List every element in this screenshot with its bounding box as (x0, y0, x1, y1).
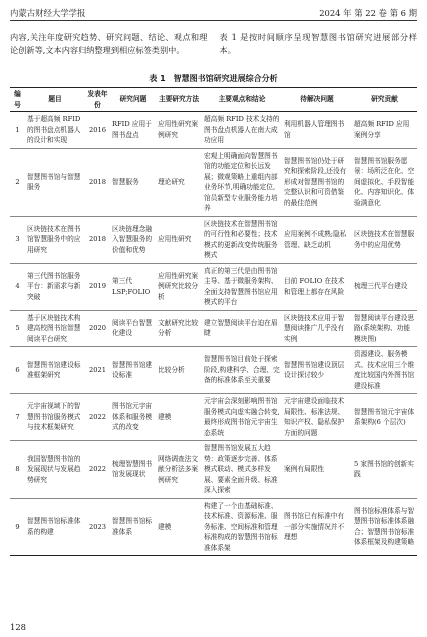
cell-question: 阅读平台智慧化建设 (112, 318, 153, 338)
cell-title: 智慧图书馆建设标准框架研究 (27, 360, 81, 379)
cell-contribution: 智慧图书馆元宇宙体系架构(6 个层次) (354, 407, 415, 426)
cell-method: 网络调查法文献分析法多案例研究 (158, 454, 199, 484)
cell-no: 5 (15, 324, 20, 332)
cell-title: 基于区块链技术构建高校图书馆智慧阅读平台研究 (27, 313, 81, 343)
table-row (10, 498, 417, 556)
cell-year: 2022 (88, 412, 107, 421)
table-row (10, 441, 417, 499)
issue-info: 2024 年 第 22 卷 第 6 期 (319, 8, 417, 18)
table-row (10, 347, 417, 394)
cell-year: 2019 (88, 282, 107, 291)
cell-title: 元宇宙视域下的智慧图书馆服务模式与技术框架研究 (27, 402, 81, 432)
cell-conclusion: 宏观上明确面向智慧图书馆的功能定位和长远发展；微观策略上重组内部业务环节,明确功能定位,馆员新型专业服务能力培养 (204, 151, 278, 212)
cell-method: 建模 (158, 412, 172, 421)
intro-left: 内容,关注年度研究趋势、研究问题、结论、观点和理论创新等,文本内容归纳整理到相应标签类别中。 (10, 32, 208, 55)
cell-open-issue: 智慧图书馆建设顶层设计探讨较少 (284, 360, 345, 379)
header-year: 发表年份 (87, 90, 108, 109)
cell-year: 2020 (88, 324, 107, 332)
cell-title: 基于超高频 RFID 的图书盘点机器人的设计和实现 (27, 115, 81, 144)
table-row (10, 148, 417, 216)
cell-no: 3 (15, 235, 20, 244)
cell-conclusion: 真正的第三代是由图书馆主导、基于微服务架构、全面支持智慧图书馆应用模式的平台 (204, 266, 278, 306)
cell-contribution: 资源建设、服务模式、技术应用三个维度比较国内外图书馆建设标准 (354, 350, 415, 390)
header-no: 编号 (14, 90, 21, 109)
cell-title: 智慧图书馆标准体系的构建 (27, 517, 81, 536)
table-row (10, 216, 417, 263)
header-open-issue: 待解决问题 (300, 95, 334, 104)
research-progress-table (10, 87, 417, 556)
cell-title: 第三代图书馆服务平台：新需求与新突破 (27, 271, 81, 301)
table-body (10, 112, 417, 556)
cell-conclusion: 建立智慧阅读平台迫在眉睫 (204, 318, 278, 338)
cell-contribution: 梳理三代平台建设 (354, 282, 408, 291)
cell-question: 智慧图书馆建设标准 (112, 360, 153, 379)
journal-name: 内蒙古财经大学学报 (10, 8, 86, 18)
cell-conclusion: 智慧图书馆发展五大趋势：政策逐步完善、体系模式联动、模式多样发展、要素全面升级、标准深入探索 (204, 444, 278, 494)
cell-no: 4 (15, 282, 20, 291)
cell-year: 2018 (88, 177, 107, 186)
cell-contribution: 图书馆标准体系与智慧图书馆标准体系融合；智慧图书馆标准体系框架及构建策略 (354, 506, 415, 547)
cell-year: 2018 (88, 235, 107, 244)
cell-conclusion: 区块链技术在智慧图书馆的可行性和必要性；技术模式的更新改变传统服务模式 (204, 219, 278, 259)
cell-no: 7 (15, 412, 20, 421)
cell-year: 2023 (88, 522, 107, 531)
table-row (10, 394, 417, 441)
intro-text (10, 31, 417, 57)
cell-method: 应用性研究 (158, 235, 192, 244)
cell-question: 梳理智慧图书馆发展现状 (112, 459, 153, 479)
table-row (10, 112, 417, 149)
cell-conclusion: 构建了一个由基础标准、技术标准、资源标准、服务标准、空间标准和管理标准构成的智慧图书馆标准体系架 (204, 501, 278, 552)
header-contribution: 研究贡献 (371, 95, 398, 104)
cell-open-issue: 元宇宙建设面临技术局限性、标准法规、知识产权、隐私保护方面的问题 (284, 397, 345, 437)
cell-method: 建模 (158, 522, 172, 531)
cell-open-issue: 应用案例不成熟;隐私管理、缺乏动机 (284, 230, 347, 249)
cell-question: 智慧服务 (112, 177, 139, 186)
cell-no: 2 (15, 177, 20, 186)
cell-open-issue: 目前 FOLIO 在技术和管理上都存在风险 (284, 277, 345, 296)
cell-no: 8 (15, 465, 20, 473)
cell-no: 6 (15, 365, 20, 374)
intro-right: 表 1 是按时间顺序呈现智慧图书馆研究进展部分样本。 (219, 32, 417, 55)
cell-open-issue: 智慧图书馆仍处于研究和探索阶段,还没有形成对智慧图书馆的完整认识和可资借鉴的最佳范例 (284, 156, 347, 207)
cell-question: 第三代 LSP;FOLIO (112, 277, 151, 296)
cell-contribution: 智慧图书馆服务愿景：场所泛在化、空间虚拟化、手段智能化、内容知识化、体验满意化 (354, 156, 415, 207)
cell-no: 1 (15, 125, 20, 134)
page-number: 128 (10, 622, 26, 632)
header-method: 主要研究方法 (158, 95, 200, 104)
cell-conclusion: 智慧图书馆目前处于探索阶段,构建科学、合理、完备的标准体系至关重要 (204, 355, 280, 385)
cell-method: 文献研究比较分析 (158, 318, 199, 338)
cell-question: 图书馆元宇宙体系和服务模式的改变 (112, 402, 153, 432)
cell-question: 智慧图书馆标准体系 (112, 517, 153, 536)
cell-no: 9 (15, 522, 20, 531)
cell-question: RFID 应用于图书盘点 (112, 120, 152, 139)
header-question: 研究问题 (119, 95, 147, 104)
cell-contribution: 5 家图书馆的创新实践 (354, 459, 414, 479)
header-conclusion: 主要观点和结论 (218, 95, 266, 104)
cell-open-issue: 区块链技术应用于智慧阅读推广几乎没有实例 (284, 313, 345, 343)
cell-open-issue: 利用机器人管理图书馆 (284, 120, 345, 139)
cell-title: 区块链技术在图书馆智慧服务中的应用研究 (27, 224, 81, 254)
cell-contribution: 智慧阅读平台建设思路(系统架构、功能模块图) (354, 313, 415, 343)
cell-question: 区块链理念融入智慧服务的价值和优势 (112, 224, 153, 254)
table-header (10, 88, 417, 112)
running-head (10, 6, 417, 21)
cell-year: 2016 (88, 125, 107, 134)
header-title: 题目 (48, 95, 62, 104)
cell-title: 智慧图书馆与智慧服务 (27, 172, 81, 191)
cell-conclusion: 超高频 RFID 技术支持的图书盘点机器人在南大成功应用 (204, 115, 280, 144)
cell-open-issue: 案例有局限性 (284, 465, 325, 473)
cell-method: 理论研究 (158, 177, 185, 186)
cell-method: 比较分析 (158, 365, 185, 374)
cell-method: 应用性研究案例研究 (158, 120, 199, 139)
table-row (10, 263, 417, 310)
table-caption: 表 1 智慧图书馆研究进展综合分析 (149, 74, 278, 83)
cell-contribution: 区块链技术在智慧服务中的应用优势 (354, 230, 415, 249)
cell-year: 2021 (88, 365, 107, 374)
cell-title: 我国智慧图书馆的发展现状与发展趋势研究 (27, 454, 81, 484)
table-row (10, 310, 417, 347)
cell-open-issue: 图书馆已有标准中有一部分实施情况并不理想 (284, 512, 345, 541)
cell-method: 应用性研究案例研究比较分析 (158, 271, 199, 301)
cell-year: 2022 (88, 465, 107, 473)
header-row (10, 88, 417, 112)
cell-contribution: 超高频 RFID 应用案例分享 (354, 120, 410, 139)
cell-conclusion: 元宇宙会深刻影响图书馆服务模式向虚实融合转变,最终形成图书馆元宇宙生态系统 (204, 397, 280, 437)
